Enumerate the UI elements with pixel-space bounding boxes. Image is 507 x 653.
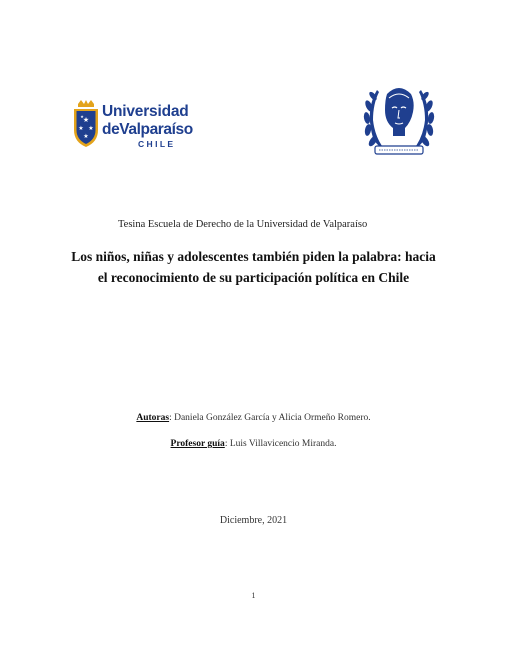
classical-head-laurel-emblem-icon [359,80,439,160]
wordmark-line2: deValparaíso [102,120,193,138]
authors-line [0,413,507,423]
page-number: 1 [251,591,256,600]
title-line-2: el reconocimiento de su participación política en Chile [97,270,410,285]
document-date: Diciembre, 2021 [219,515,288,526]
svg-text:★: ★ [83,133,89,140]
authors-value: : Daniela González García y Alicia Ormeño Romero. [169,413,371,423]
svg-text:★: ★ [78,125,84,132]
title-line-1: Los niños, niñas y adolescentes también piden la palabra: hacia [71,249,436,264]
svg-text:★: ★ [82,116,90,124]
advisor-label: Profesor guía [170,439,225,449]
document-subtitle: Tesina Escuela de Derecho de la Universidad de Valparaíso [118,219,368,230]
wordmark-country: CHILE [138,139,176,149]
advisor-value: : Luis Villavicencio Miranda. [224,439,337,449]
advisor-line [0,439,507,449]
authors-label: Autoras [136,413,170,423]
university-wordmark [102,104,193,149]
document-title [60,246,447,288]
svg-text:★: ★ [80,114,84,119]
university-logo [72,100,193,156]
university-shield-icon [72,100,100,148]
wordmark-line1: Universidad [102,103,189,120]
svg-text:★: ★ [88,125,94,132]
